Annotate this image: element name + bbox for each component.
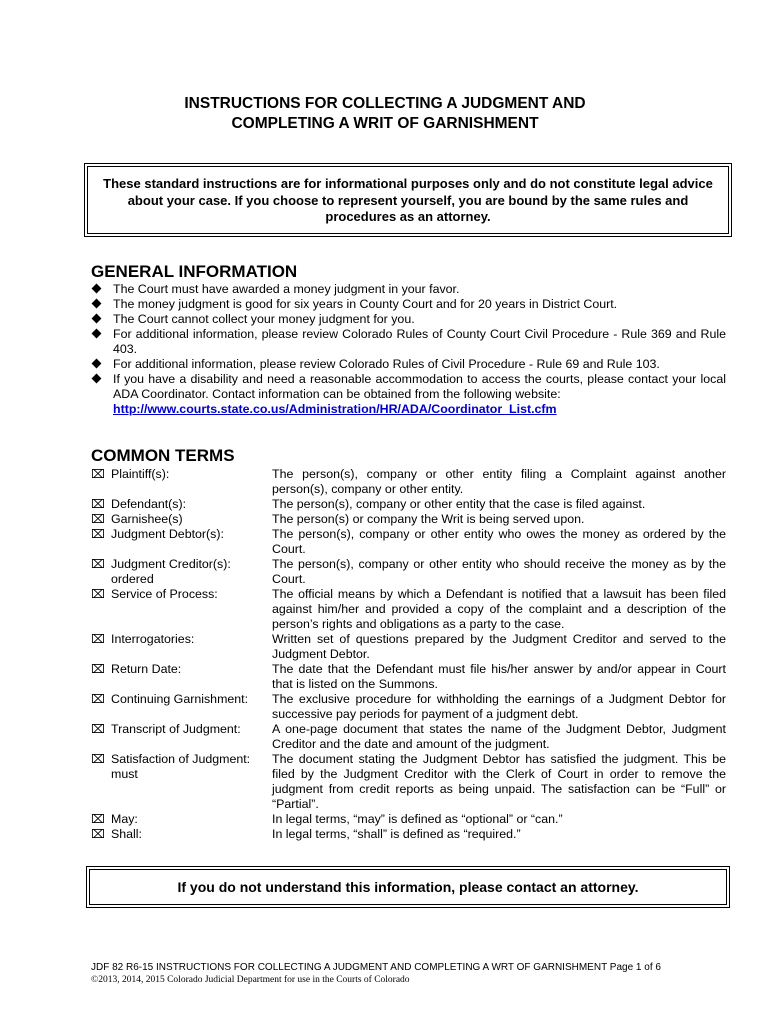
box-x-icon: ⌧ <box>91 587 105 601</box>
term-definition: The exclusive procedure for withholding the earnings of a Judgment Debtor for successive pay periods for payment of a judgment debt. <box>272 692 726 721</box>
term-label <box>91 497 272 512</box>
term-label <box>91 827 272 842</box>
term-definition: The date that the Defendant must file his/her answer by and/or appear in Court that is listed on the Summons. <box>272 662 726 691</box>
disclaimer-text: These standard instructions are for informational purposes only and do not constitute legal advice about your case. If you choose to represent yourself, you are bound by the same rules and procedures as an attorney. <box>103 176 713 224</box>
diamond-bullet-icon <box>92 299 102 309</box>
list-item: If you have a disability and need a reasonable accommodation to access the courts, please contact your local ADA Coordinator. Contact information can be obtained from the following website: http://www.courts.state.co.us/Administration/HR/ADA/Coordinator_List.cfm <box>91 372 726 417</box>
box-x-icon: ⌧ <box>91 812 105 826</box>
term-name: Judgment Creditor(s): ordered <box>111 557 231 586</box>
term-row <box>91 827 726 842</box>
box-x-icon: ⌧ <box>91 722 105 736</box>
box-x-icon: ⌧ <box>91 527 105 541</box>
term-label <box>91 527 272 557</box>
list-item: The money judgment is good for six years in County Court and for 20 years in District Court. <box>91 297 726 312</box>
footer-form-info: JDF 82 R6-15 INSTRUCTIONS FOR COLLECTING A JUDGMENT AND COMPLETING A WRT OF GARNISHMENT Page 1 of 6 <box>91 962 661 973</box>
term-definition: In legal terms, “shall” is defined as “required.” <box>272 827 521 841</box>
footer-copyright: ©2013, 2014, 2015 Colorado Judicial Department for use in the Courts of Colorado <box>91 975 410 985</box>
term-definition: The person(s), company or other entity who owes the money as ordered by the Court. <box>272 527 726 556</box>
term-row <box>91 497 726 512</box>
common-terms-list <box>91 467 726 842</box>
term-label <box>91 467 272 497</box>
term-row <box>91 512 726 527</box>
term-row <box>91 557 726 587</box>
term-label <box>91 692 272 722</box>
box-x-icon: ⌧ <box>91 497 105 511</box>
term-definition: The document stating the Judgment Debtor has satisfied the judgment. This be filed by the Judgment Creditor with the Clerk of Court in order to remove the judgment from credit reports as being unpaid. The satisfaction can be “Full” or “Partial”. <box>272 752 726 811</box>
term-row <box>91 467 726 497</box>
disclaimer-box <box>84 163 732 237</box>
term-row <box>91 662 726 692</box>
diamond-bullet-icon <box>92 374 102 384</box>
common-terms-heading: COMMON TERMS <box>91 446 235 465</box>
term-label <box>91 722 272 752</box>
term-label <box>91 662 272 692</box>
list-item: The Court must have awarded a money judgment in your favor. <box>91 282 726 297</box>
term-row <box>91 587 726 632</box>
term-name: Transcript of Judgment: <box>111 722 241 736</box>
box-x-icon: ⌧ <box>91 692 105 706</box>
list-item: For additional information, please review Colorado Rules of Civil Procedure - Rule 69 and Rule 103. <box>91 357 726 372</box>
list-item: The Court cannot collect your money judgment for you. <box>91 312 726 327</box>
diamond-bullet-icon <box>92 314 102 324</box>
term-name: Judgment Debtor(s): <box>111 527 224 541</box>
term-name: Return Date: <box>111 662 182 676</box>
term-definition: The person(s) or company the Writ is being served upon. <box>272 512 585 526</box>
general-information-heading: GENERAL INFORMATION <box>91 262 298 281</box>
term-definition: The official means by which a Defendant is notified that a lawsuit has been filed against him/her and provided a copy of the complaint and a description of the person’s rights and obligations as a party to the case. <box>272 587 726 631</box>
term-row <box>91 692 726 722</box>
term-row <box>91 527 726 557</box>
term-row <box>91 722 726 752</box>
term-name: Defendant(s): <box>111 497 187 511</box>
term-label <box>91 632 272 662</box>
term-name: Service of Process: <box>111 587 218 601</box>
term-name: Continuing Garnishment: <box>111 692 249 706</box>
term-name: May: <box>111 812 138 826</box>
term-label <box>91 587 272 632</box>
box-x-icon: ⌧ <box>91 557 105 571</box>
closing-notice-box <box>86 866 730 908</box>
box-x-icon: ⌧ <box>91 512 105 526</box>
general-information-list <box>91 282 726 417</box>
term-definition: A one-page document that states the name of the Judgment Debtor, Judgment Creditor and the date and amount of the judgment. <box>272 722 726 751</box>
list-item: For additional information, please review Colorado Rules of County Court Civil Procedure - Rule 369 and Rule 403. <box>91 327 726 357</box>
term-label <box>91 812 272 827</box>
diamond-bullet-icon <box>92 329 102 339</box>
box-x-icon: ⌧ <box>91 752 105 766</box>
page-footer <box>91 962 661 986</box>
box-x-icon: ⌧ <box>91 662 105 676</box>
title-line-1: INSTRUCTIONS FOR COLLECTING A JUDGMENT AND <box>184 95 586 112</box>
term-definition: The person(s), company or other entity that the case is filed against. <box>272 497 646 511</box>
term-name: Shall: <box>111 827 142 841</box>
term-label <box>91 752 272 812</box>
term-row <box>91 812 726 827</box>
term-definition: The person(s), company or other entity filing a Complaint against another person(s), company or other entity. <box>272 467 726 496</box>
term-definition: Written set of questions prepared by the Judgment Creditor and served to the Judgment Debtor. <box>272 632 726 661</box>
term-definition: In legal terms, “may” is defined as “optional” or “can.” <box>272 812 563 826</box>
box-x-icon: ⌧ <box>91 827 105 841</box>
term-label <box>91 512 272 527</box>
box-x-icon: ⌧ <box>91 467 105 481</box>
term-name: Garnishee(s) <box>111 512 183 526</box>
diamond-bullet-icon <box>92 284 102 294</box>
term-name: Plaintiff(s): <box>111 467 170 481</box>
title-line-2: COMPLETING A WRIT OF GARNISHMENT <box>231 115 539 132</box>
box-x-icon: ⌧ <box>91 632 105 646</box>
term-name: Interrogatories: <box>111 632 195 646</box>
term-row <box>91 632 726 662</box>
ada-coordinator-link[interactable]: http://www.courts.state.co.us/Administration/HR/ADA/Coordinator_List.cfm <box>113 402 557 416</box>
term-definition: The person(s), company or other entity who should receive the money as by the Court. <box>272 557 726 586</box>
document-title <box>0 94 770 134</box>
diamond-bullet-icon <box>92 359 102 369</box>
closing-notice-text: If you do not understand this information, please contact an attorney. <box>177 879 639 895</box>
term-name: Satisfaction of Judgment: must <box>111 752 251 781</box>
term-row <box>91 752 726 812</box>
term-label <box>91 557 272 587</box>
